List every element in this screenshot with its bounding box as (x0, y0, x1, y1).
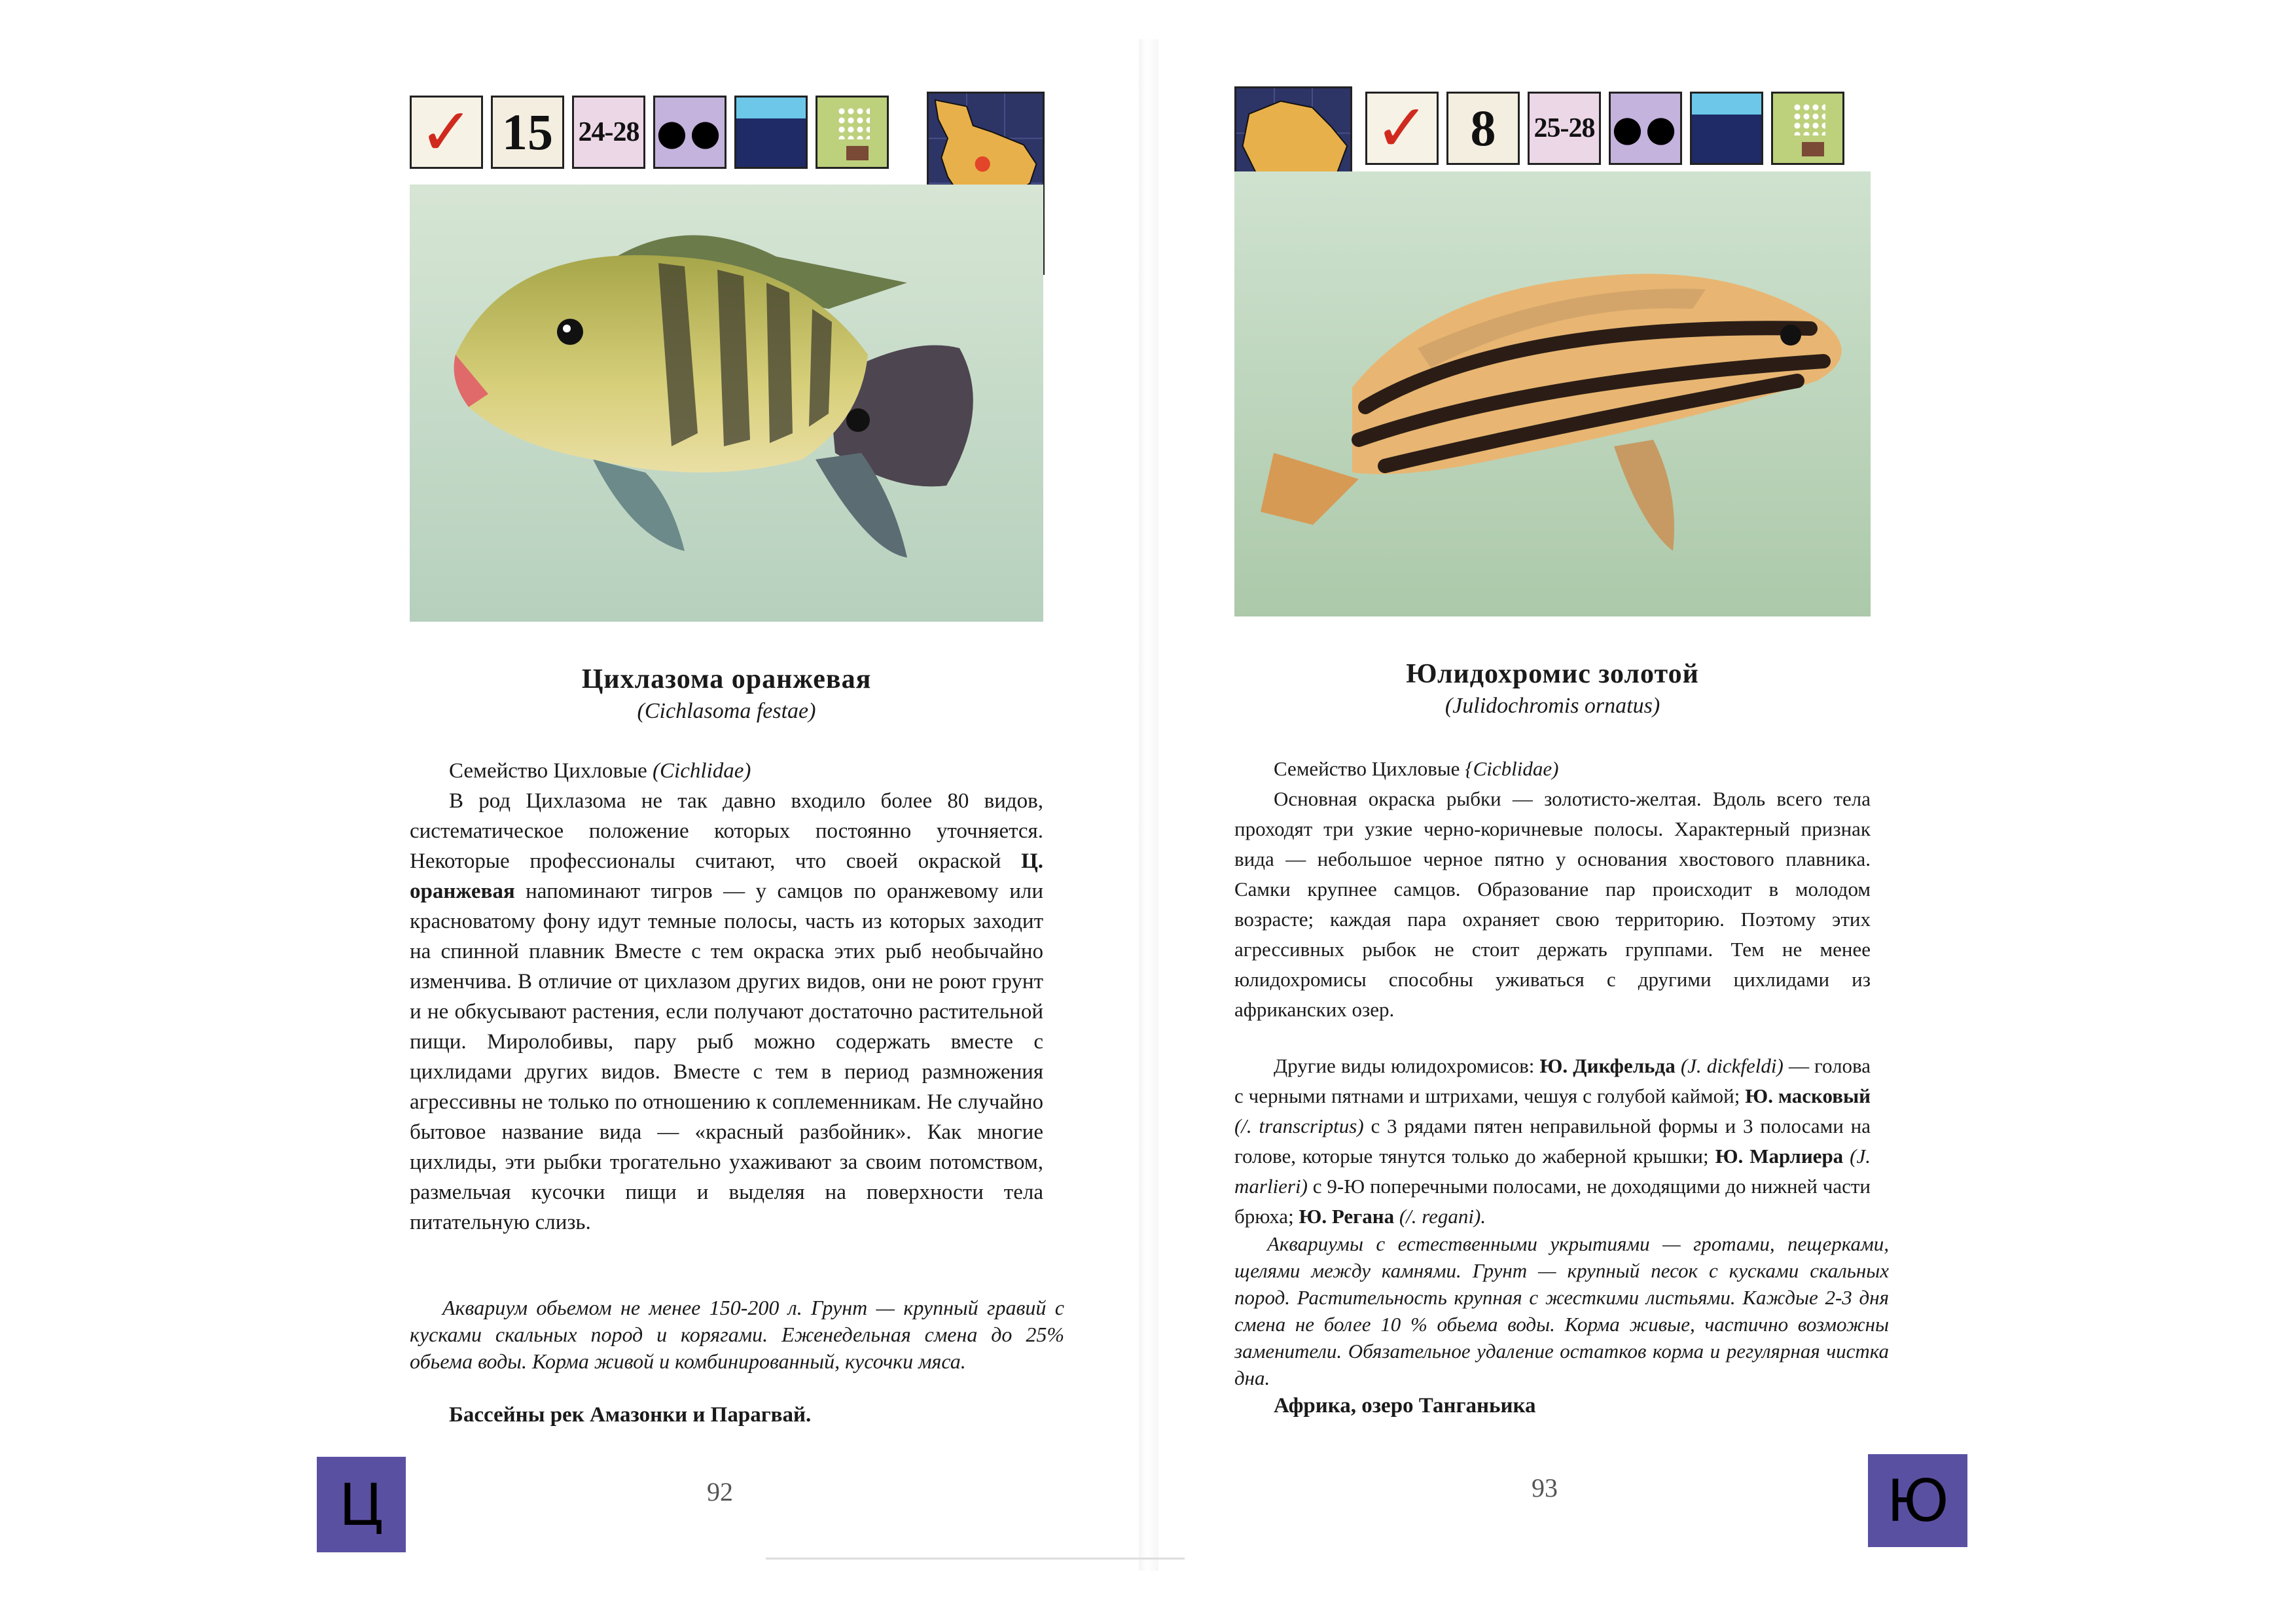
water-hardness-icon: ●● (653, 96, 726, 169)
species-latin-regani: (/. regani). (1399, 1205, 1486, 1228)
species-name-dickfeldi: Ю. Дикфельда (1539, 1054, 1676, 1077)
water-level-icon (1690, 92, 1763, 165)
feeding-icon (1771, 92, 1844, 165)
care-instructions (1234, 1230, 1889, 1391)
species-title: Юлидохромис золотой (1406, 659, 1699, 689)
family-label: Семейство Цихловые (1274, 757, 1460, 780)
body-text-part2: напоминают тигров — у самцов по оранжевому или красноватому фону идут темные полосы, часть из которых заходит на спинной плавник Вместе с тем окраска этих рыб необычайно изменчива. В отличие от цихлазом других видов, они не роют грунт и не обкусывают растения, если получают достаточно растительной пищи. Миролобивы, пару рыб можно содержать вместе с цихлидами других видов. Вместе с тем в период размножения агрессивны не только по отношению к соплеменникам. Не случайно бытовое название вида — «красный разбойник». Как многие цихлиды, эти рыбки трогательно ухаживают за своим потомством, размельчая кусочки пищи и выделяя на поверхности тела питательную слизь. (410, 880, 1044, 1234)
native-region: Африка, озеро Танганьика (1274, 1394, 1536, 1418)
water-hardness-icon: ●● (1609, 92, 1682, 165)
care-instructions (410, 1294, 1064, 1375)
family-latin: (Cichlidae) (653, 759, 751, 783)
species-description (1234, 754, 1871, 1025)
page-number: 92 (707, 1477, 733, 1507)
water-level-icon (734, 96, 808, 169)
species-name-marlieri: Ю. Марлиера (1715, 1145, 1844, 1168)
body-text-bold: Ц. оранжевая (410, 849, 1044, 903)
fish-size-icon: 15 (491, 96, 564, 169)
suitability-check-icon: ✓ (1365, 92, 1439, 165)
fish-size-icon: 8 (1446, 92, 1520, 165)
family-label: Семейство Цихловые (449, 759, 647, 783)
alphabet-tab: Ц (317, 1457, 406, 1552)
species-desc-dickfeldi: — голова с черными пятнами и штрихами, чешуя с голубой каймой; (1234, 1054, 1871, 1107)
native-region: Бассейны рек Амазонки и Парагвай. (449, 1403, 812, 1427)
species-desc-transcriptus: с 3 рядами пятен неправильной формы и 3 полосами на голове, которые тянутся только до жаберной крышки; (1234, 1115, 1871, 1168)
temperature-icon: 25-28 (1528, 92, 1601, 165)
left-icon-bar (410, 96, 889, 169)
care-text: Аквариумы с естественными укрытиями — гротами, пещерками, щелями между камнями. Грунт — крупный песок с кусками скальных пород. Растительность крупная с жесткими листьями. Каждые 2-3 дня смена не более 10 % обьема воды. Корма живые, частично возможны заменители. Обязательное удаление остатков корма и регулярная чистка дна. (1234, 1232, 1889, 1389)
body-text: Основная окраска рыбки — золотисто-желтая. Вдоль всего тела проходят три узкие черно-коричневые полосы. Характерный признак вида — небольшое черное пятно у основания хвостового плавника. Самки крупнее самцов. Образование пар происходит в молодом возрасте; каждая пара охраняет свою территорию. Поэтому этих агрессивных рыбок не стоит держать группами. Тем не менее юлидохромисы способны уживаться с другими цихлидами из африканских озер. (1234, 787, 1871, 1021)
right-page (1148, 0, 2296, 1623)
species-latin-name: (Julidochromis ornatus) (1444, 694, 1660, 718)
species-title: Цихлазома оранжевая (581, 664, 872, 694)
family-latin: {Cicblidae) (1465, 757, 1559, 780)
species-name-transcriptus: Ю. масковый (1745, 1084, 1871, 1107)
species-latin-transcriptus: (/. transcriptus) (1234, 1115, 1364, 1137)
page-number: 93 (1532, 1473, 1558, 1503)
alphabet-tab: Ю (1868, 1454, 1967, 1547)
species-latin-name: (Cichlasoma festae) (637, 699, 816, 723)
species-latin-dickfeldi: (J. dickfeldi) (1680, 1054, 1784, 1077)
suitability-check-icon: ✓ (410, 96, 483, 169)
care-text: Аквариум обьемом не менее 150-200 л. Грунт — крупный гравий с кусками скальных пород и корягами. Еженедельная смена до 25% обьема воды. Корма живой и комбинированный, кусочки мяса. (410, 1296, 1064, 1373)
feeding-icon (816, 96, 889, 169)
body-text-part1: В род Цихлазома не так давно входило более 80 видов, систематическое положение которых постоянно уточняется. Некоторые профессионалы считают, что своей окраской (410, 789, 1043, 873)
right-icon-bar (1365, 92, 1844, 165)
other-species (1234, 1051, 1871, 1232)
temperature-icon: 24-28 (572, 96, 645, 169)
fish-photo-cichlasoma (410, 185, 1043, 622)
species-description (410, 756, 1043, 1238)
fish-photo-julidochromis (1234, 171, 1871, 616)
species-name-regani: Ю. Регана (1299, 1205, 1395, 1228)
other-species-intro: Другие виды юлидохромисов: (1274, 1054, 1535, 1077)
species-desc-marlieri: с 9-Ю поперечными полосами, не доходящими до нижней части брюха; (1234, 1175, 1871, 1228)
species-latin-marlieri: (J. marlieri) (1234, 1145, 1871, 1198)
